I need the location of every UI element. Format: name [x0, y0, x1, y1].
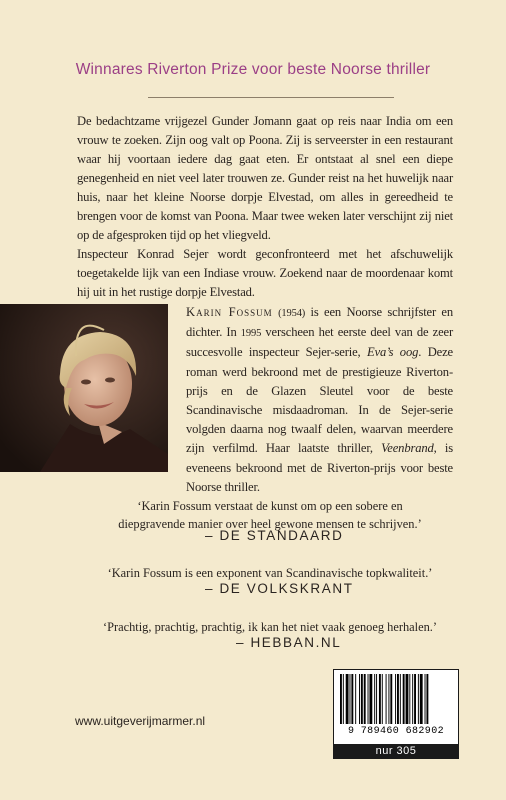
synopsis — [77, 112, 453, 302]
author-name: Karin Fossum — [186, 305, 273, 319]
review-quote — [60, 564, 480, 582]
quote-line: ‘Karin Fossum is een exponent van Scandinavische topkwaliteit.’ — [107, 566, 433, 580]
bio-text: , is eveneens bekroond met de Riverton-prijs voor beste Noorse thriller. — [186, 441, 453, 494]
synopsis-paragraph: De bedachtzame vrijgezel Gunder Jomann gaat op reis naar India om een vrouw te zoeken. Zijn oog valt op Poona. Zij is serveerster in een restaurant waar hij voortaan iedere dag gaat eten. Er ontstaat al snel een diepe genegenheid en niet veel later trouwen ze. Gunder reist na het huwelijk naar huis, naar het kleine Noorse dorpje Elvestad, om alles in gereedheid te brengen voor de komst van Poona. Maar twee weken later verschijnt zij niet op de afgesproken tijd op het vliegveld. — [77, 114, 453, 242]
synopsis-paragraph: Inspecteur Konrad Sejer wordt geconfronteerd met het afschuwelijk toegetakelde lijk van een Indiase vrouw. Zoekend naar de moordenaar komt hij uit in het rustige dorpje Elvestad. — [77, 247, 453, 299]
tagline: Winnares Riverton Prize voor beste Noorse thriller — [75, 61, 431, 78]
bio-text: verscheen het eerste deel van de zeer succesvolle inspecteur Sejer-serie, — [186, 325, 453, 360]
divider — [148, 97, 394, 98]
quote-source: – DE STANDAARD — [205, 528, 344, 543]
publisher-website: www.uitgeverijmarmer.nl — [75, 714, 206, 728]
quote-source: – DE VOLKSKRANT — [205, 581, 354, 596]
bio-text: . Deze roman werd bekroond met de prestigieuze Riverton-prijs en de Glazen Sleutel voor de beste Scandinavische misdaadroman. In de Sejer-serie volgden daarna nog twaalf delen, waarvan meerdere zijn verfilmd. Haar laatste thriller, — [186, 345, 453, 456]
review-quote — [60, 618, 480, 636]
author-birth-year: (1954) — [278, 308, 306, 319]
barcode-bars — [334, 670, 458, 726]
author-photo — [0, 304, 168, 472]
nur-code: nur 305 — [333, 744, 459, 759]
book-title: Eva’s oog — [367, 345, 419, 360]
quote-source: – HEBBAN.NL — [236, 635, 342, 650]
book-title: Veenbrand — [381, 441, 434, 456]
barcode-number: 9 789460 682902 — [347, 726, 444, 737]
barcode — [333, 669, 459, 745]
quote-line: diepgravende manier over heel gewone mensen te schrijven.’ — [118, 517, 422, 531]
debut-year: 1995 — [240, 328, 262, 340]
quote-line: ‘Karin Fossum verstaat de kunst om op een sobere en — [137, 499, 403, 513]
author-bio — [186, 303, 453, 497]
quote-line: ‘Prachtig, prachtig, prachtig, ik kan het niet vaak genoeg herhalen.’ — [102, 620, 438, 634]
bio-text: is een Noorse schrijfster en dichter. In — [186, 305, 454, 340]
